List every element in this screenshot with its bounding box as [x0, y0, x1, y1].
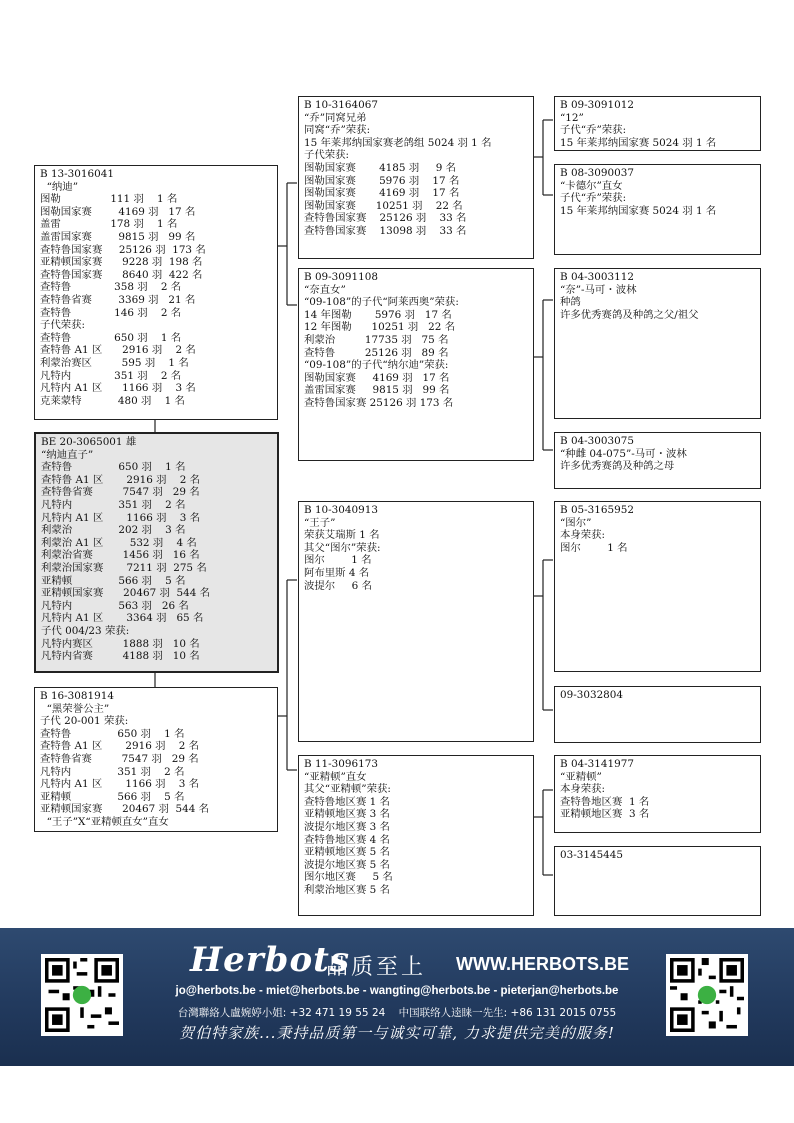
record-line: 图尔地区赛 5 名 [304, 871, 393, 884]
record-line: 子代荣获: [304, 149, 350, 162]
dds-card [554, 755, 761, 833]
record-line: 查特鲁国家赛 13098 羽 33 名 [304, 224, 467, 237]
ssd-card [554, 164, 761, 255]
record-line: “纳迪” [40, 180, 79, 193]
website-link[interactable]: WWW.HERBOTS.BE [456, 954, 629, 974]
record-line: 查特鲁省赛 7547 羽 29 名 [41, 486, 200, 499]
record-line: 荣获艾瑞斯 1 名 [304, 529, 380, 542]
record-line: 图勒国家赛 5976 羽 17 名 [304, 174, 460, 187]
record-line: 种鸽 [560, 296, 581, 309]
record-line: 凡特内 A1 区 1166 羽 3 名 [40, 778, 200, 791]
record-line: 图勒国家赛 4169 羽 17 名 [40, 205, 196, 218]
record-line: 利蒙治省赛 1456 羽 16 名 [41, 549, 200, 562]
record-line: 利蒙治 202 羽 3 名 [41, 524, 186, 537]
record-line: 查特鲁 358 羽 2 名 [40, 281, 182, 294]
record-line: 其父“图尔”荣获: [304, 541, 381, 554]
record-line: 利蒙治国家赛 7211 羽 275 名 [41, 561, 207, 574]
record-line: 凡特内 351 羽 2 名 [41, 498, 186, 511]
record-line: 亚精顿 566 羽 5 名 [41, 574, 186, 587]
ring-number: B 04-3141977 [560, 758, 634, 770]
email-addresses[interactable]: jo@herbots.be - miet@herbots.be - wangting@herbots.be - pieterjan@herbots.be [175, 985, 619, 997]
record-line: “09-108”的子代“阿莱西奥”荣获: [304, 296, 459, 309]
record-line: 查特鲁 146 羽 2 名 [40, 306, 182, 319]
ring-number: B 10-3164067 [304, 99, 378, 111]
record-line: 凡特内 A1 区 3364 羽 65 名 [41, 612, 204, 625]
record-line: “图尔” [560, 516, 592, 529]
record-line: 凡特内省赛 4188 羽 10 名 [41, 650, 200, 663]
record-line: 查特鲁 650 羽 1 名 [41, 461, 186, 474]
record-line: 图勒 111 羽 1 名 [40, 193, 178, 206]
ring-number: B 10-3040913 [304, 504, 378, 516]
brand-slogan: 品质至上 [326, 955, 427, 980]
sire-card [34, 165, 278, 420]
record-line: 子代“乔”荣获: [560, 192, 627, 205]
record-line: “卡德尔”直女 [560, 179, 623, 192]
record-line: 凡特内 A1 区 1166 羽 3 名 [41, 511, 201, 524]
record-line: 子代 20-001 荣获: [40, 715, 129, 728]
record-line: 图勒国家赛 4185 羽 9 名 [304, 161, 457, 174]
record-line: 子代荣获: [40, 319, 86, 332]
qr-pattern-left [45, 958, 119, 1032]
record-line: 亚精顿 566 羽 5 名 [40, 790, 185, 803]
record-line: 14 年图勒 5976 羽 17 名 [304, 308, 452, 321]
record-line: “黑荣誉公主” [40, 702, 110, 715]
sds-card [554, 268, 761, 419]
ring-number: B 08-3090037 [560, 167, 634, 179]
record-line: “乔”同窝兄弟 [304, 111, 367, 124]
ring-number: B 04-3003075 [560, 435, 634, 447]
record-line: “王子”X“亚精顿直女”直女 [40, 815, 169, 828]
record-line: 查特鲁地区赛 1 名 [304, 795, 390, 808]
record-line: “纳迪直子” [41, 448, 94, 461]
record-line: 亚精顿国家赛 20467 羽 544 名 [41, 587, 211, 600]
record-line: 查特鲁 25126 羽 89 名 [304, 346, 449, 359]
company-tagline: 贺伯特家族...秉持品质第一与诚实可靠, 力求提供完美的服务! [179, 1024, 615, 1042]
record-line: 图尔 1 名 [304, 554, 372, 567]
record-line: 盖雷国家赛 9815 羽 99 名 [304, 384, 450, 397]
record-line: 查特鲁 650 羽 1 名 [40, 331, 182, 344]
record-line: 同窝“乔”荣获: [304, 124, 371, 137]
record-line: 本身荣获: [560, 529, 606, 542]
record-line: 15 年莱邦纳国家赛 5024 羽 1 名 [560, 204, 717, 217]
record-line: “种雌 04-075”-马可・波林 [560, 447, 687, 460]
record-line: 查特鲁省赛 7547 羽 29 名 [40, 752, 199, 765]
record-line: 亚精顿国家赛 9228 羽 198 名 [40, 256, 203, 269]
record-line: 亚精顿地区赛 3 名 [304, 808, 390, 821]
record-line: 阿布里斯 4 名 [304, 566, 370, 579]
record-line: 图勒国家赛 4169 羽 17 名 [304, 187, 460, 200]
record-line: 凡特内赛区 1888 羽 10 名 [41, 637, 200, 650]
record-line: 15 年莱邦纳国家赛老鸽组 5024 羽 1 名 [304, 136, 492, 149]
brand-logo: Herbots [190, 940, 350, 980]
record-line: 波提尔地区赛 5 名 [304, 858, 390, 871]
ring-number: B 11-3096173 [304, 758, 378, 770]
sss-card [554, 96, 761, 151]
line-icon [73, 986, 91, 1004]
record-line: 查特鲁 650 羽 1 名 [40, 727, 185, 740]
record-line: 利蒙治 17735 羽 75 名 [304, 333, 449, 346]
record-line: 许多优秀赛鸽及种鸽之母 [560, 460, 675, 473]
record-line: 查特鲁国家赛 25126 羽 173 名 [304, 396, 454, 409]
record-line: 亚精顿国家赛 20467 羽 544 名 [40, 803, 210, 816]
record-line: 利蒙治赛区 595 羽 1 名 [40, 356, 189, 369]
ring-number: BE 20-3065001 雄 [41, 436, 137, 448]
record-line: 本身荣获: [560, 783, 606, 796]
ring-number: 03-3145445 [560, 849, 624, 861]
record-line: 利蒙治 A1 区 532 羽 4 名 [41, 536, 197, 549]
record-line: 查特鲁国家赛 8640 羽 422 名 [40, 268, 203, 281]
dam-dam-card [298, 755, 534, 916]
record-line: 查特鲁国家赛 25126 羽 33 名 [304, 212, 467, 225]
dss-card [554, 501, 761, 672]
record-line: “09-108”的子代“纳尔迪”荣获: [304, 359, 449, 372]
record-line: 查特鲁 A1 区 2916 羽 2 名 [40, 740, 200, 753]
record-line: 子代“乔”荣获: [560, 124, 627, 137]
record-line: 利蒙治地区赛 5 名 [304, 883, 390, 896]
record-line: “奈”-马可・波林 [560, 283, 637, 296]
record-line: 其父“亚精顿”荣获: [304, 783, 391, 796]
record-line: 凡特内 A1 区 1166 羽 3 名 [40, 382, 196, 395]
dsd-card [554, 686, 761, 743]
record-line: “奈直女” [304, 283, 346, 296]
record-line: 查特鲁省赛 3369 羽 21 名 [40, 293, 196, 306]
record-line: “亚精顿”直女 [304, 770, 367, 783]
record-line: 亚精顿地区赛 3 名 [560, 808, 650, 821]
record-line: 子代 004/23 荣获: [41, 624, 130, 637]
record-line: 亚精顿地区赛 5 名 [304, 846, 390, 859]
record-line: 盖雷国家赛 9815 羽 99 名 [40, 230, 196, 243]
record-line: 查特鲁 A1 区 2916 羽 2 名 [40, 344, 196, 357]
record-line: 12 年图勒 10251 羽 22 名 [304, 321, 456, 334]
record-line: 波提尔地区赛 3 名 [304, 820, 390, 833]
record-line: 盖雷 178 羽 1 名 [40, 218, 178, 231]
record-line: 凡特内 351 羽 2 名 [40, 765, 185, 778]
qr-code-left [41, 954, 123, 1036]
record-line: 图勒国家赛 4169 羽 17 名 [304, 371, 450, 384]
record-line: 图勒国家赛 10251 羽 22 名 [304, 199, 463, 212]
record-line: “12” [560, 111, 584, 124]
record-line: 凡特内 351 羽 2 名 [40, 369, 182, 382]
footer-banner [0, 928, 794, 1066]
record-line: “亚精顿” [560, 770, 602, 783]
ring-number: 09-3032804 [560, 689, 624, 701]
wechat-icon [698, 986, 716, 1004]
qr-pattern-right [670, 958, 744, 1032]
record-line: 克莱蒙特 480 羽 1 名 [40, 394, 185, 407]
record-line: 查特鲁国家赛 25126 羽 173 名 [40, 243, 206, 256]
dam-sire-card [298, 501, 534, 742]
main-bird-card [34, 432, 279, 673]
sire-dam-card [298, 268, 534, 461]
ring-number: B 16-3081914 [40, 690, 114, 702]
ring-number: B 13-3016041 [40, 168, 114, 180]
record-line: 查特鲁地区赛 4 名 [304, 833, 390, 846]
record-line: 15 年莱邦纳国家赛 5024 羽 1 名 [560, 136, 717, 149]
record-line: 图尔 1 名 [560, 541, 628, 554]
sdd-card [554, 432, 761, 489]
record-line: 查特鲁 A1 区 2916 羽 2 名 [41, 473, 201, 486]
ring-number: B 09-3091108 [304, 271, 378, 283]
record-line: 波提尔 6 名 [304, 579, 372, 592]
record-line: 许多优秀赛鸽及种鸽之父/祖父 [560, 308, 699, 321]
contact-phones: 台灣聯絡人盧婉婷小姐: +32 471 19 55 24 中国联络人逵睐一先生: +86 131 2015 0755 [177, 1007, 617, 1019]
ring-number: B 04-3003112 [560, 271, 634, 283]
ring-number: B 09-3091012 [560, 99, 634, 111]
record-line: “王子” [304, 516, 336, 529]
qr-code-right [666, 954, 748, 1036]
record-line: 查特鲁地区赛 1 名 [560, 795, 650, 808]
ddd-card [554, 846, 761, 916]
ring-number: B 05-3165952 [560, 504, 634, 516]
record-line: 凡特内 563 羽 26 名 [41, 599, 189, 612]
dam-card [34, 687, 278, 832]
sire-sire-card [298, 96, 534, 259]
